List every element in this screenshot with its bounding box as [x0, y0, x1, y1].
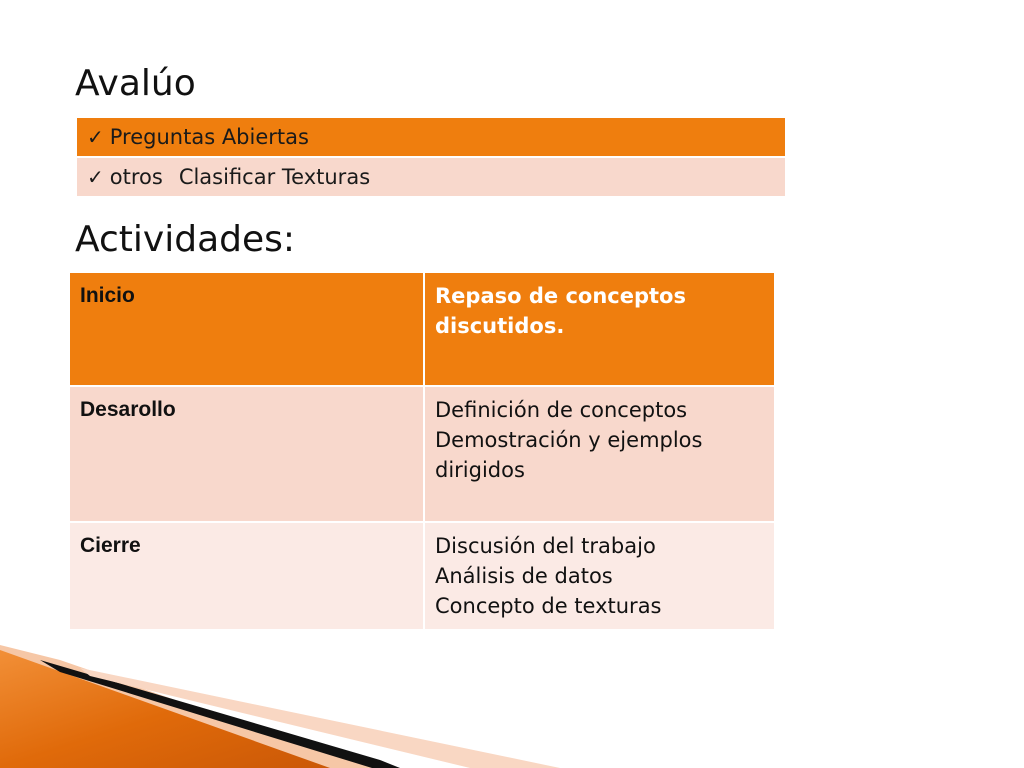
description-line: Concepto de texturas [435, 594, 662, 618]
description-line: dirigidos [435, 458, 525, 482]
avaluo-item-label: otros [109, 165, 163, 189]
avaluo-item-extra: Clasificar Texturas [178, 165, 371, 189]
checkmark-icon: ✓ [87, 165, 104, 189]
phase-label: Inicio [69, 272, 424, 386]
avaluo-item-label: Preguntas Abiertas [109, 125, 309, 149]
description-line: Discusión del trabajo [435, 534, 656, 558]
description-line: Demostración y ejemplos [435, 428, 703, 452]
description-line: Definición de conceptos [435, 398, 688, 422]
phase-label: Cierre [69, 522, 424, 630]
description-line: discutidos. [435, 314, 565, 338]
avaluo-title: Avalúo [75, 63, 196, 104]
description-line: Análisis de datos [435, 564, 613, 588]
phase-label: Desarollo [69, 386, 424, 522]
description-line: Repaso de conceptos [435, 284, 686, 308]
checkmark-icon: ✓ [87, 125, 104, 149]
actividades-title: Actividades: [75, 219, 296, 260]
